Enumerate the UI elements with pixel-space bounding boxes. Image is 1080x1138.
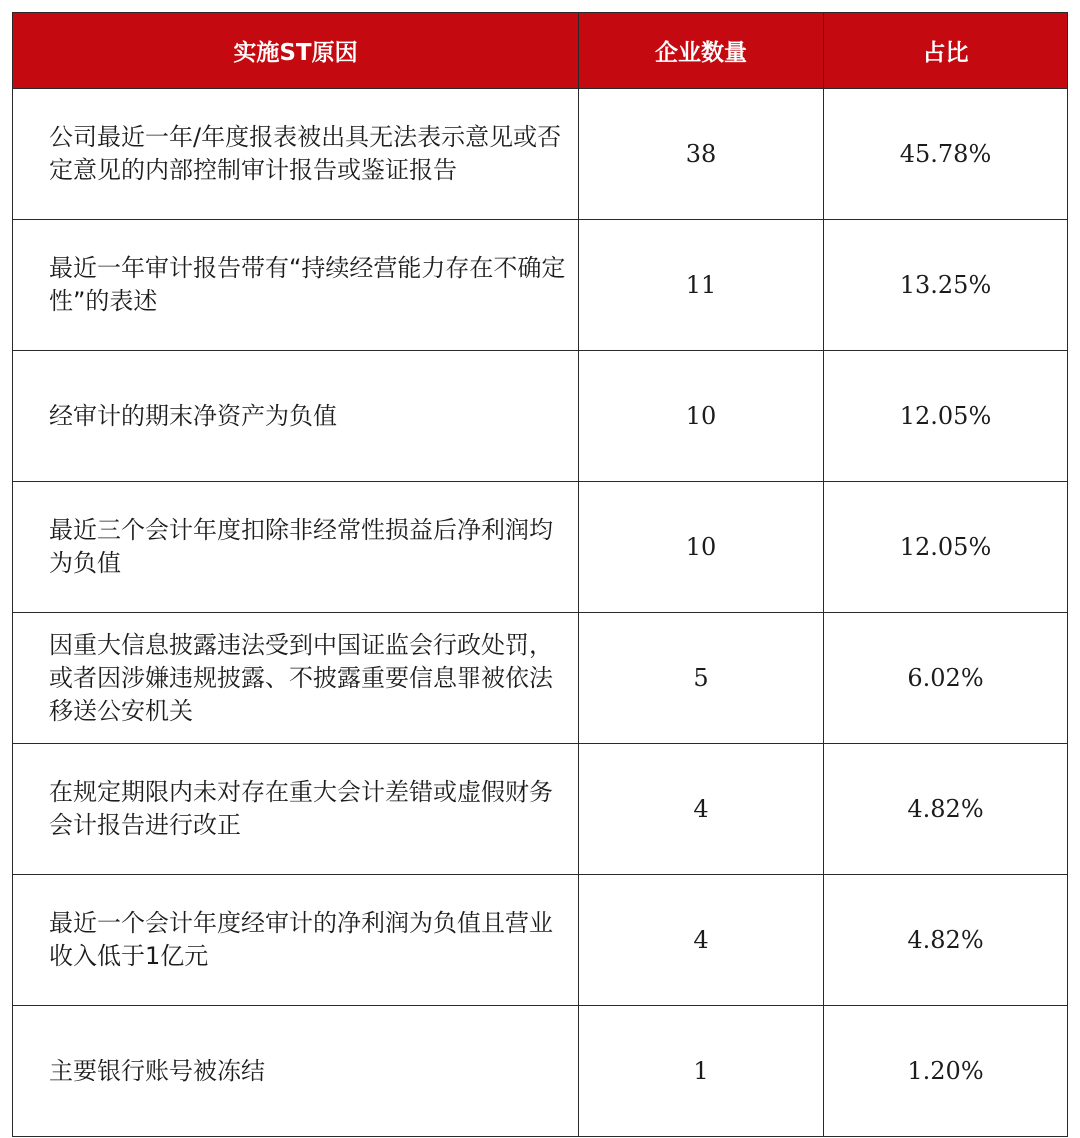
table-row — [13, 220, 1068, 351]
table-row — [13, 875, 1068, 1006]
table-row — [13, 744, 1068, 875]
count-cell: 11 — [579, 220, 824, 351]
share-cell: 6.02% — [824, 613, 1068, 744]
share-cell: 4.82% — [824, 875, 1068, 1006]
share-cell: 45.78% — [824, 89, 1068, 220]
table-row — [13, 351, 1068, 482]
reason-cell: 最近三个会计年度扣除非经常性损益后净利润均为负值 — [13, 482, 579, 613]
header-reason: 实施ST原因 — [13, 13, 579, 89]
header-row — [13, 13, 1068, 89]
reason-cell: 因重大信息披露违法受到中国证监会行政处罚，或者因涉嫌违规披露、不披露重要信息罪被依法移送公安机关 — [13, 613, 579, 744]
st-reasons-table — [12, 12, 1068, 1137]
count-cell: 10 — [579, 351, 824, 482]
count-cell: 10 — [579, 482, 824, 613]
table-row — [13, 482, 1068, 613]
reason-cell: 经审计的期末净资产为负值 — [13, 351, 579, 482]
st-reasons-table-container — [12, 12, 1067, 1137]
table-row — [13, 89, 1068, 220]
count-cell: 38 — [579, 89, 824, 220]
share-cell: 13.25% — [824, 220, 1068, 351]
share-cell: 12.05% — [824, 482, 1068, 613]
count-cell: 4 — [579, 875, 824, 1006]
count-cell: 4 — [579, 744, 824, 875]
table-row — [13, 613, 1068, 744]
reason-cell: 主要银行账号被冻结 — [13, 1006, 579, 1137]
reason-cell: 最近一年审计报告带有“持续经营能力存在不确定性”的表述 — [13, 220, 579, 351]
share-cell: 1.20% — [824, 1006, 1068, 1137]
count-cell: 1 — [579, 1006, 824, 1137]
table-row — [13, 1006, 1068, 1137]
reason-cell: 公司最近一年/年度报表被出具无法表示意见或否定意见的内部控制审计报告或鉴证报告 — [13, 89, 579, 220]
share-cell: 4.82% — [824, 744, 1068, 875]
header-share: 占比 — [824, 13, 1068, 89]
count-cell: 5 — [579, 613, 824, 744]
share-cell: 12.05% — [824, 351, 1068, 482]
header-count: 企业数量 — [579, 13, 824, 89]
reason-cell: 最近一个会计年度经审计的净利润为负值且营业收入低于1亿元 — [13, 875, 579, 1006]
reason-cell: 在规定期限内未对存在重大会计差错或虚假财务会计报告进行改正 — [13, 744, 579, 875]
